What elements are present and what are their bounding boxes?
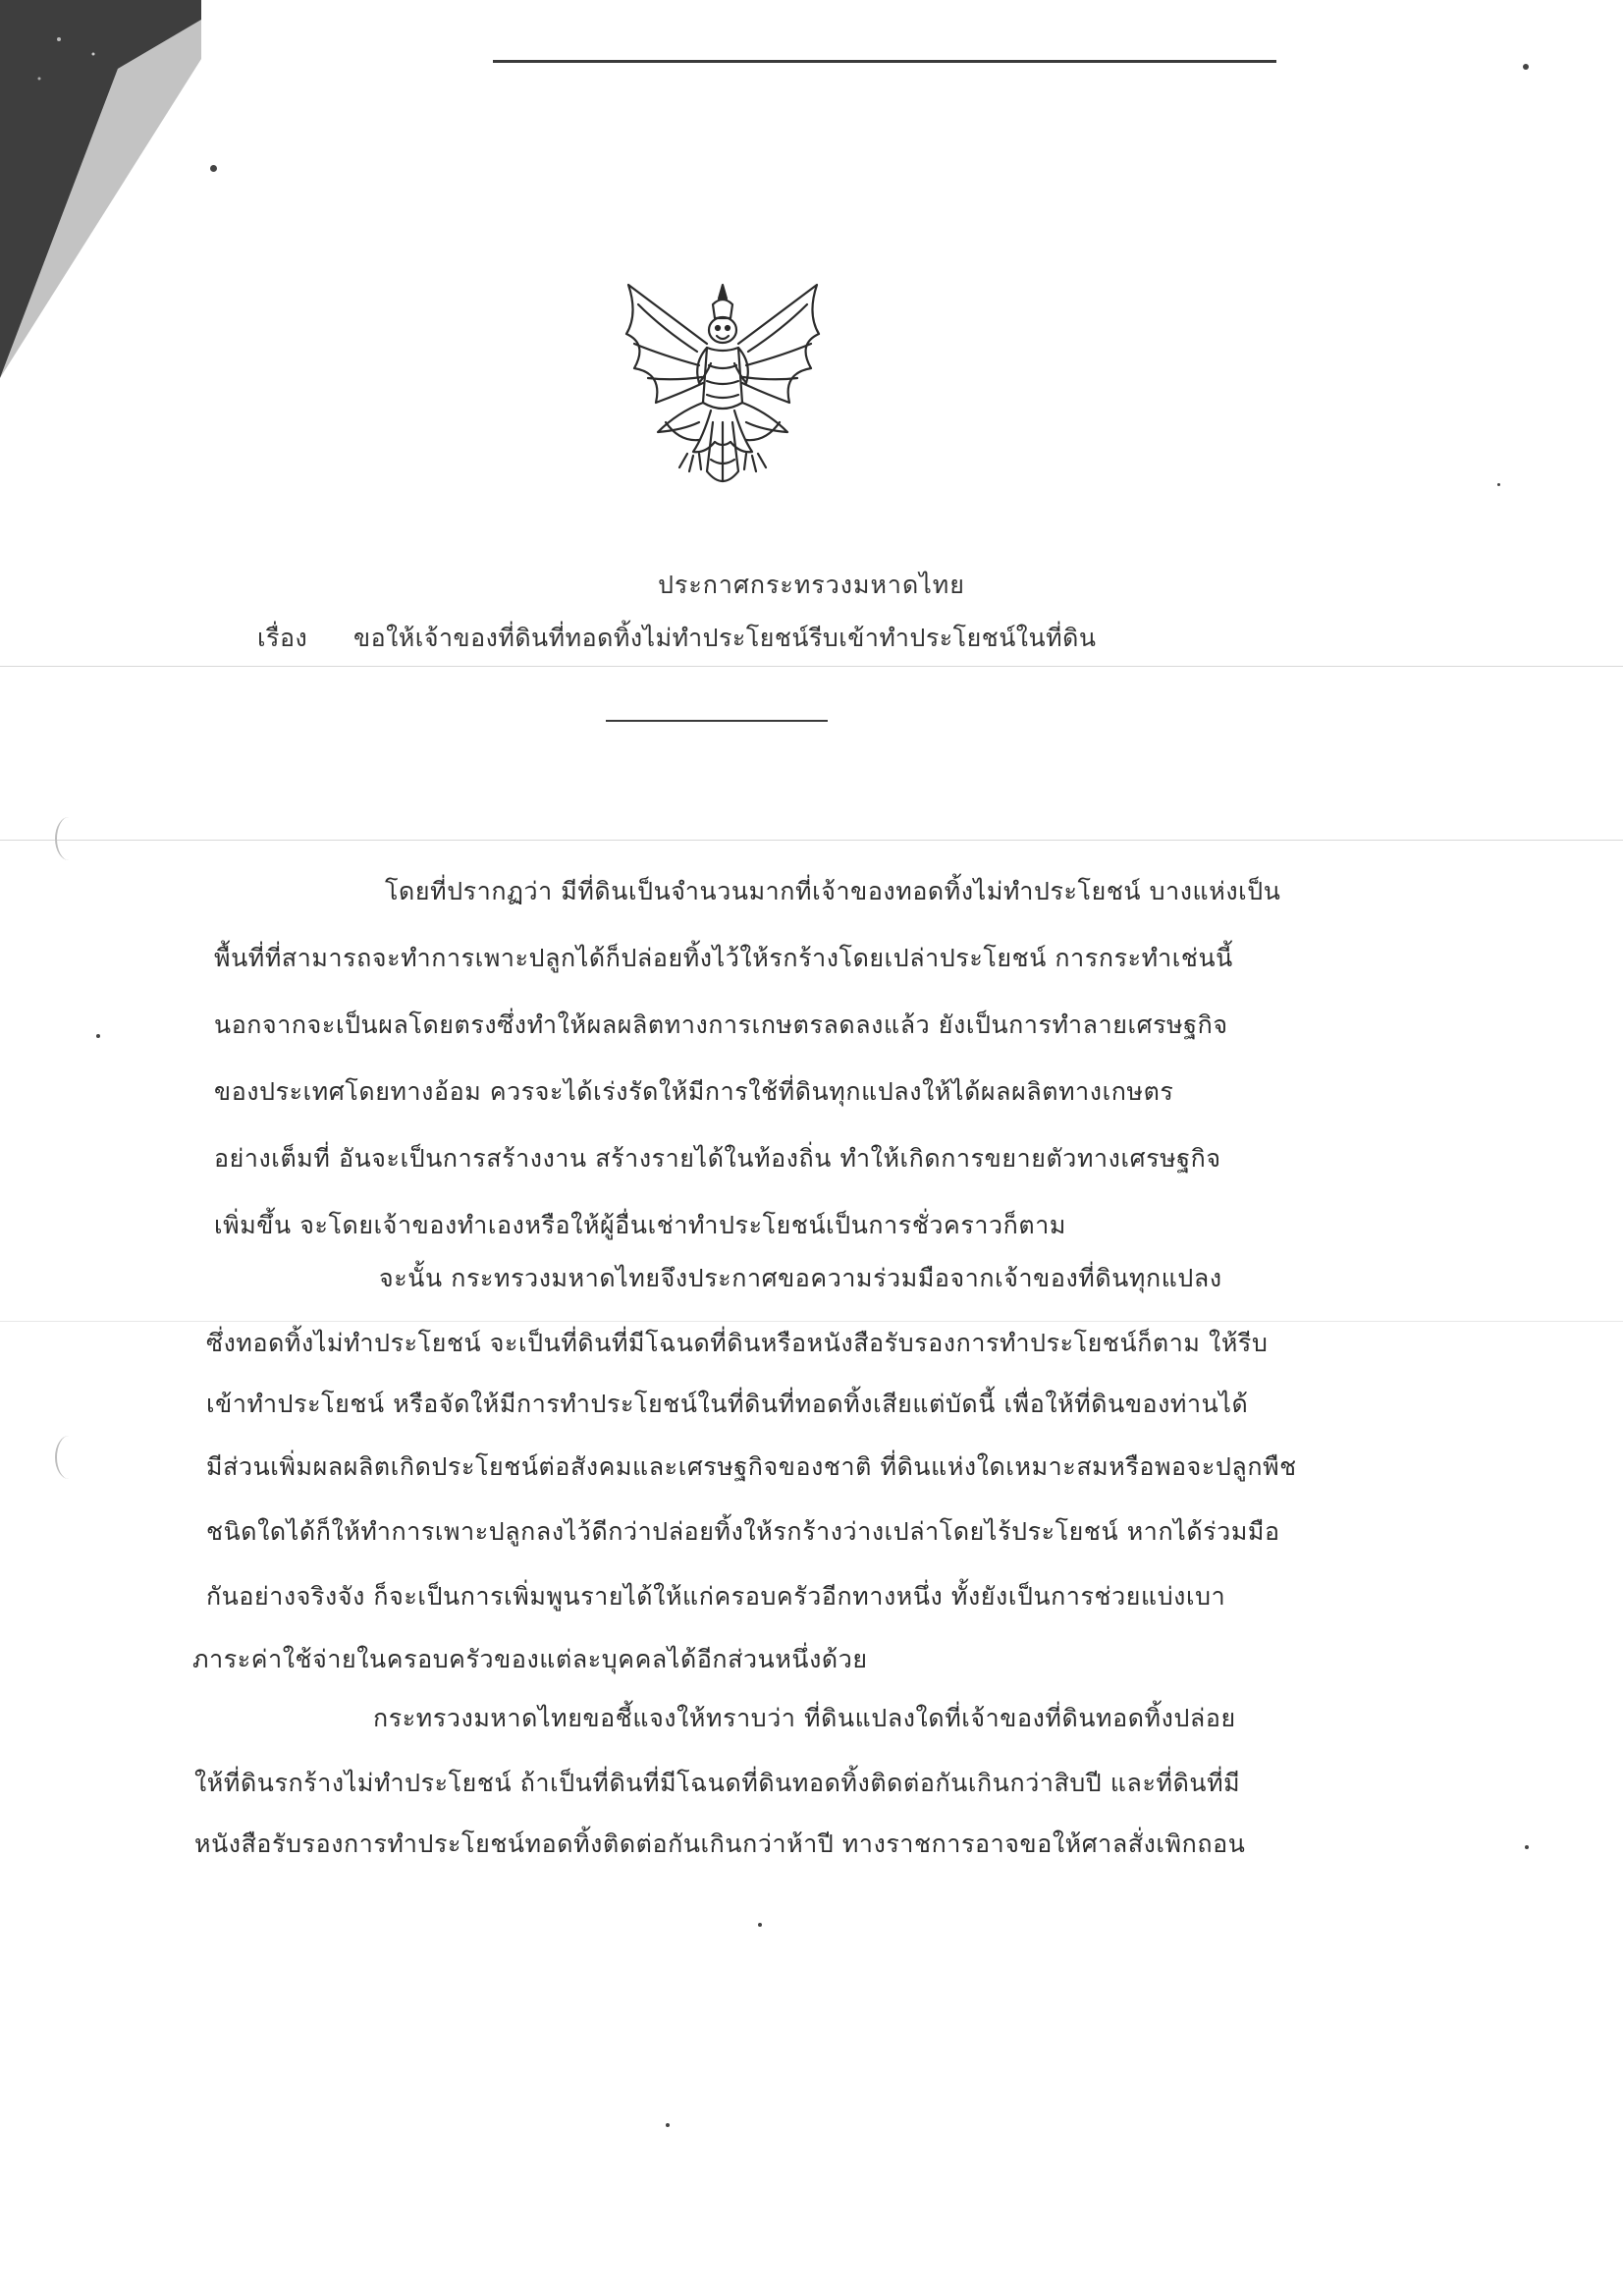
- body-text-line: หนังสือรับรองการทำประโยชน์ทอดทิ้งติดต่อกันเกินกว่าห้าปี ทางราชการอาจขอให้ศาลสั่งเพิกถอน: [194, 1830, 1246, 1858]
- scan-speck: [758, 1923, 762, 1927]
- subject-text: ขอให้เจ้าของที่ดินที่ทอดทิ้งไม่ทำประโยชน์รีบเข้าทำประโยชน์ในที่ดิน: [353, 624, 1097, 652]
- body-text-line: พื้นที่ที่สามารถจะทำการเพาะปลูกได้ก็ปล่อยทิ้งไว้ให้รกร้างโดยเปล่าประโยชน์ การกระทำเช่นนี้: [214, 944, 1233, 972]
- body-text-line: มีส่วนเพิ่มผลผลิตเกิดประโยชน์ต่อสังคมและเศรษฐกิจของชาติ ที่ดินแห่งใดเหมาะสมหรือพอจะปลูกพืช: [206, 1452, 1297, 1481]
- fold-line: [0, 840, 1623, 841]
- body-text-line: ให้ที่ดินรกร้างไม่ทำประโยชน์ ถ้าเป็นที่ดินที่มีโฉนดที่ดินทอดทิ้งติดต่อกันเกินกว่าสิบปี และที่ดินที่มี: [194, 1769, 1241, 1797]
- document-heading: ประกาศกระทรวงมหาดไทย: [658, 571, 965, 599]
- fold-line: [0, 1321, 1623, 1322]
- body-text-line: ซึ่งทอดทิ้งไม่ทำประโยชน์ จะเป็นที่ดินที่มีโฉนดที่ดินหรือหนังสือรับรองการทำประโยชน์ก็ตาม ให้รีบ: [206, 1329, 1269, 1357]
- scan-speck: [96, 1034, 100, 1038]
- scan-speck: [210, 165, 217, 172]
- body-text-line: นอกจากจะเป็นผลโดยตรงซึ่งทำให้ผลผลิตทางการเกษตรลดลงแล้ว ยังเป็นการทำลายเศรษฐกิจ: [214, 1011, 1228, 1039]
- body-text-line: กันอย่างจริงจัง ก็จะเป็นการเพิ่มพูนรายได้ให้แก่ครอบครัวอีกทางหนึ่ง ทั้งยังเป็นการช่วยแบ่งเบา: [206, 1582, 1226, 1611]
- body-text-line: อย่างเต็มที่ อันจะเป็นการสร้างงาน สร้างรายได้ในท้องถิ่น ทำให้เกิดการขยายตัวทางเศรษฐกิจ: [214, 1144, 1221, 1173]
- scan-corner-shadow: [0, 0, 206, 383]
- title-underline: [606, 720, 828, 722]
- garuda-emblem-icon: [609, 275, 837, 503]
- body-text-line: ของประเทศโดยทางอ้อม ควรจะได้เร่งรัดให้มีการใช้ที่ดินทุกแปลงให้ได้ผลผลิตทางเกษตร: [214, 1077, 1174, 1106]
- punch-hole-mark: [55, 1436, 82, 1479]
- punch-hole-mark: [55, 817, 82, 860]
- body-text-line: จะนั้น กระทรวงมหาดไทยจึงประกาศขอความร่วมมือจากเจ้าของที่ดินทุกแปลง: [379, 1264, 1222, 1292]
- top-rule: [493, 60, 1276, 63]
- body-text-line: โดยที่ปรากฏว่า มีที่ดินเป็นจำนวนมากที่เจ้าของทอดทิ้งไม่ทำประโยชน์ บางแห่งเป็น: [385, 877, 1281, 905]
- body-text-line: ภาระค่าใช้จ่ายในครอบครัวของแต่ละบุคคลได้อีกส่วนหนึ่งด้วย: [192, 1645, 868, 1673]
- fold-line: [0, 666, 1623, 667]
- body-text-line: ชนิดใดได้ก็ให้ทำการเพาะปลูกลงไว้ดีกว่าปล่อยทิ้งให้รกร้างว่างเปล่าโดยไร้ประโยชน์ หากได้ร่วมมือ: [206, 1517, 1280, 1546]
- body-text-line: เพิ่มขึ้น จะโดยเจ้าของทำเองหรือให้ผู้อื่นเช่าทำประโยชน์เป็นการชั่วคราวก็ตาม: [214, 1211, 1066, 1239]
- body-text-line: กระทรวงมหาดไทยขอชี้แจงให้ทราบว่า ที่ดินแปลงใดที่เจ้าของที่ดินทอดทิ้งปล่อย: [373, 1704, 1236, 1732]
- scan-speck: [1525, 1845, 1529, 1849]
- scan-speck: [666, 2123, 670, 2127]
- subject-line: [257, 619, 1096, 658]
- scan-speck: [1497, 483, 1500, 486]
- scan-speck: [1523, 64, 1529, 70]
- body-text-line: เข้าทำประโยชน์ หรือจัดให้มีการทำประโยชน์ในที่ดินที่ทอดทิ้งเสียแต่บัดนี้ เพื่อให้ที่ดินของท่านได้: [206, 1390, 1249, 1418]
- subject-label: เรื่อง: [257, 624, 308, 652]
